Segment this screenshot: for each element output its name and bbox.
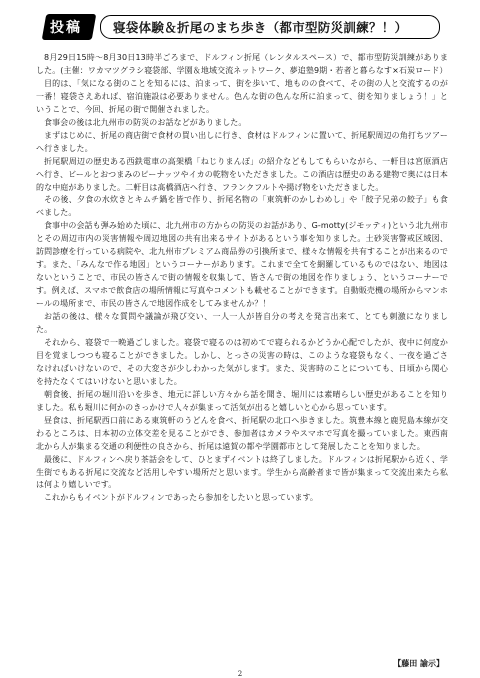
paragraph: 8月29日15時～8月30日13時半ごろまで、ドルフィン折尾（レンタルスペース）で、都市型防災訓練がありました。(主催：ワカマツグラシ寝袋部、学園＆地域交流ネットワーク、夢追塾9期・若者と暮らなす×石炭ロード）	[36, 53, 448, 75]
paragraph: それから、寝袋で一晩過ごしました。寝袋で寝るのは初めてで寝られるかどうか心配でしたが、夜中に何度か目を覚ましつつも寝ることができました。しかし、とっさの災害の時は、このような寝袋もなく、一夜を過ごさなければいけないので、その大変さが少しわかった気がします。また、災害時のことについても、日頃から関心を持たなくてはいけないと思いました。	[36, 337, 448, 386]
paragraph: 最後に、ドルフィンへ戻り茶話会をして、ひとまずイベントは終了しました。ドルフィンは折尾駅から近く、学生街でもある折尾に交流など活用しやすい場所だと思います。学生から高齢者まで皆が集まって交流出来たら私は何より嬉しいです。	[36, 454, 448, 490]
paragraph: その後、夕食の水炊きとキムチ鍋を皆で作り、折尾名物の「東筑軒のかしわめし」や「餃子兄弟の餃子」も食べました。	[36, 195, 448, 218]
title-box	[100, 15, 440, 39]
page-number: 2	[237, 670, 243, 678]
paragraph: 折尾駅周辺の歴史ある西鉄電車の高架橋「ねじりまんぽ」の紹介などもしてもらいながら、一軒目は宮原酒店へ行き、ビールとおつまみのピーナッツやイカの乾物をいただきました。この酒店は歴史のある建物で奥には日本的な中庭がありました。二軒目は髙橋酒店へ行き、フランクフルトや揚げ物をいただきました。	[36, 156, 448, 192]
paragraph: これからもイベントがドルフィンであったら参加をしたいと思っています。	[44, 493, 319, 503]
article-header	[44, 14, 440, 40]
contribution-badge-label: 投稿	[50, 20, 82, 36]
paragraph: 昼食は、折尾駅西口前にある東筑軒のうどんを食べ、折尾駅の北口へ歩きました。筑豊本線と鹿児島本線が交わるところは、日本初の立体交差を見ることができ、参加者はカメラやスマホで写真を撮っていました。東西南北から人が集まる交通の利便性の良さから、折尾は遠賀の都や学園都市として発展したことを知りました。	[36, 415, 448, 451]
contribution-badge	[42, 14, 97, 40]
author-signature: 【藤田 諭示】	[393, 659, 444, 668]
paragraph: 食事中の会話も弾み始めた頃に、北九州市の方からの防災のお話があり、G-motty(ジモッティ)という北九州市とその周辺市内の災害情報や周辺地図の共有出来るサイトがあるという事を知りました。土砂災害警戒区域図、訪問診療を行っている病院や、北九州市プレミアム商品券の引換所まで、様々な情報を共有することが出来るのです。また、「みんなで作る地図」というコーナーがあります。これまで全てを網羅しているものではない、地図はないということで、市民の皆さんで街の情報を収集して、皆さんで街の地図を作りましょう、というコーナーです。例えば、スマホで飲食店の場所情報に写真やコメントも載せることができます。自動販売機の場所からマンホールの場所まで、市民の皆さんで地図作成をしてみませんか？！	[36, 221, 448, 309]
article-body	[36, 52, 448, 505]
paragraph: お話の後は、様々な質問や議論が飛び交い、一人一人が皆自分の考えを発言出来て、とても刺激になりました。	[36, 312, 448, 335]
paragraph: 食事会の後は北九州市の防災のお話などがありました。	[44, 117, 247, 127]
paragraph: 目的は、「気になる街のことを知るには、泊まって、街を歩いて、地ものの食べて、その街の人と交流するのが一番！寝袋さえあれば、宿泊施設は必要ありません。色んな街の色んな所に泊まって、街を知りましょう！」ということで、今回、折尾の街で開催されました。	[36, 78, 448, 114]
article-title: 寝袋体験＆折尾のまち歩き（都市型防災訓練？！）	[113, 20, 408, 35]
paragraph: 朝食後、折尾の堀川沿いを歩き、地元に詳しい方々から話を聞き、堀川には素晴らしい歴史があることを知りました。私も堀川に何かのきっかけで人々が集まって活気が出ると嬉しいと心から思っています。	[36, 389, 448, 412]
paragraph: まずはじめに、折尾の商店街で食材の買い出しに行き、食材はドルフィンに置いて、折尾駅周辺の角打ちツアーへ行きました。	[36, 130, 448, 153]
